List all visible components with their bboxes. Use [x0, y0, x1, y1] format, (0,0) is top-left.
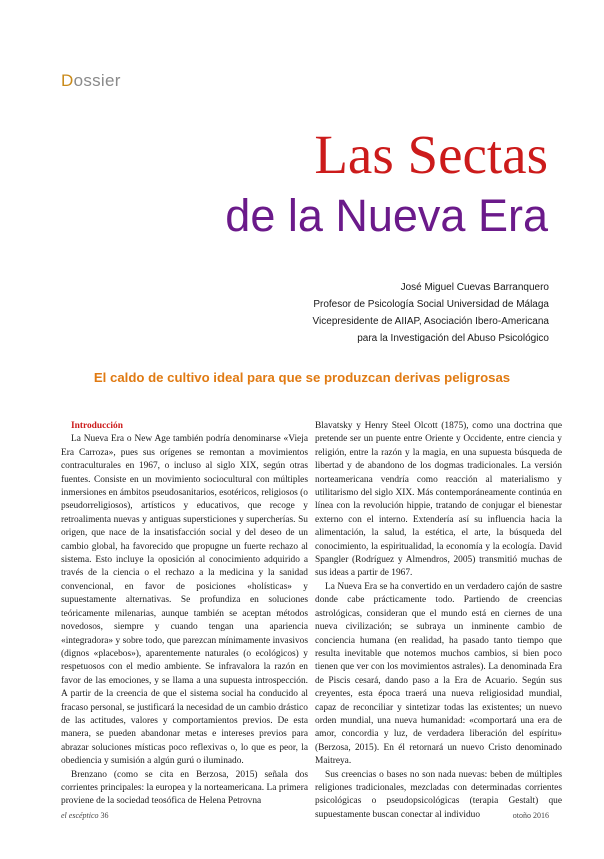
- paragraph: La Nueva Era o New Age también podría denominarse «Vieja Era Carroza», pues sus orígenes se remontan a movimientos contraculturales en 1967, o incluso al siglo XIX, según otras fuentes. Consiste en un movimiento sociocultural con múltiples inmersiones en ámbitos pseudosanitarios, esotéricos, religiosos (o pseudorreligiosos), artísticos y educativos, que recoge y retroalimenta nuevas y antiguas supersticiones y supercherías. Su origen, que nace de la insatisfacción social y del deseo de un cambio global, ha favorecido que propugne un fuerte rechazo al sistema. Esto incluye la oposición al conocimiento adquirido a través de la ciencia o el rechazo a la medicina y la sanidad convencional, en favor de posiciones «holísticas» y supuestamente alternativas. Se profundiza en soluciones teóricamente milenarias, aunque también se aceptan métodos novedosos, siempre y cuando tengan una apariencia «integradora» y sobre todo, que parezcan mínimamente invasivos (dignos «placebos»), aparentemente naturales (o ecológicos) y respetuosos con el medio ambiente. Se infravalora la razón en favor de las emociones, y se llama a una supuesta introspección. A partir de la creencia de que el sistema social ha conducido al fracaso personal, se justificará la necesidad de un cambio drástico de las actitudes, valores y comportamientos previos. De esta manera, se pueden abandonar metas e intereses previos para abrazar soluciones místicas poco reflexivas o, lo que es peor, la obediencia y sumisión a algún gurú o iluminado.: [61, 434, 308, 767]
- author-block: [313, 279, 549, 347]
- page-number: 36: [100, 811, 109, 820]
- footer-magazine: [61, 811, 109, 820]
- footer-issue: otoño 2016: [512, 811, 549, 820]
- section-label: [61, 71, 121, 91]
- magazine-name: el escéptico: [61, 811, 99, 820]
- section-label-rest: ossier: [73, 71, 121, 90]
- paragraph: La Nueva Era se ha convertido en un verdadero cajón de sastre donde cabe prácticamente todo. Partiendo de creencias astrológicas, consideran que el mundo está en ciernes de una nueva civilización; se subraya un inminente cambio de conciencia humana (en realidad, ha pasado tanto tiempo que resulta inevitable que notemos muchos cambios, si bien poco tienen que ver con los movimientos astrales). La denominada Era de Piscis cesará, dando paso a la Era de Acuario. Según sus creyentes, esta época traerá una nueva religiosidad mundial, capaz de reconciliar y sintetizar todas las existentes; un nuevo orden mundial, una nueva humanidad: «comportará una era de amor, concordia y luz, de verdadera liberación del espíritu» (Berzosa, 2015). En él retornará un nuevo Cristo denominado Maitreya.: [315, 581, 562, 767]
- right-column: [315, 420, 562, 822]
- paragraph: Sus creencias o bases no son nada nuevas: beben de múltiples religiones tradicionales, mezcladas con determinadas corrientes psicológicas o pseudopsicológicas (terapia Gestalt) que supuestamente buscan conectar al individuo: [315, 769, 562, 820]
- author-role: para la Investigación del Abuso Psicológico: [357, 333, 549, 344]
- section-heading: Introducción: [71, 421, 123, 431]
- article-subtitle: El caldo de cultivo ideal para que se produzcan derivas peligrosas: [93, 370, 511, 385]
- paragraph: Blavatsky y Henry Steel Olcott (1875), como una doctrina que pretende ser un puente entre Oriente y Occidente, entre ciencia y religión, entre la razón y la magia, en una supuesta búsqueda de libertad y de abandono de los dogmas tradicionales. La versión norteamericana vendría como reacción al materialismo y utilitarismo del siglo XIX. Más contemporáneamente continúa en línea con la revolución hippie, tratando de conjugar el bienestar externo con el interno. Extendería así su influencia hacia la alimentación, la salud, la estética, el arte, la búsqueda del conocimiento, la espiritualidad, la economía y la ecología. David Spangler (Rodríguez y Almendros, 2005) transmitió muchas de sus ideas a partir de 1967.: [315, 421, 562, 579]
- left-column: [61, 420, 308, 809]
- article-title-line1: Las Sectas: [314, 124, 548, 185]
- section-label-initial: D: [61, 71, 74, 90]
- author-role: Profesor de Psicología Social Universidad de Málaga: [313, 299, 549, 310]
- paragraph: Brenzano (como se cita en Berzosa, 2015) señala dos corrientes principales: la europea y la norteamericana. La primera proviene de la sociedad teosófica de Helena Petrovna: [61, 769, 308, 807]
- author-role: Vicepresidente de AIIAP, Asociación Ibero-Americana: [312, 316, 549, 327]
- article-title-line2: de la Nueva Era: [225, 190, 548, 241]
- author-name: José Miguel Cuevas Barranquero: [400, 282, 549, 293]
